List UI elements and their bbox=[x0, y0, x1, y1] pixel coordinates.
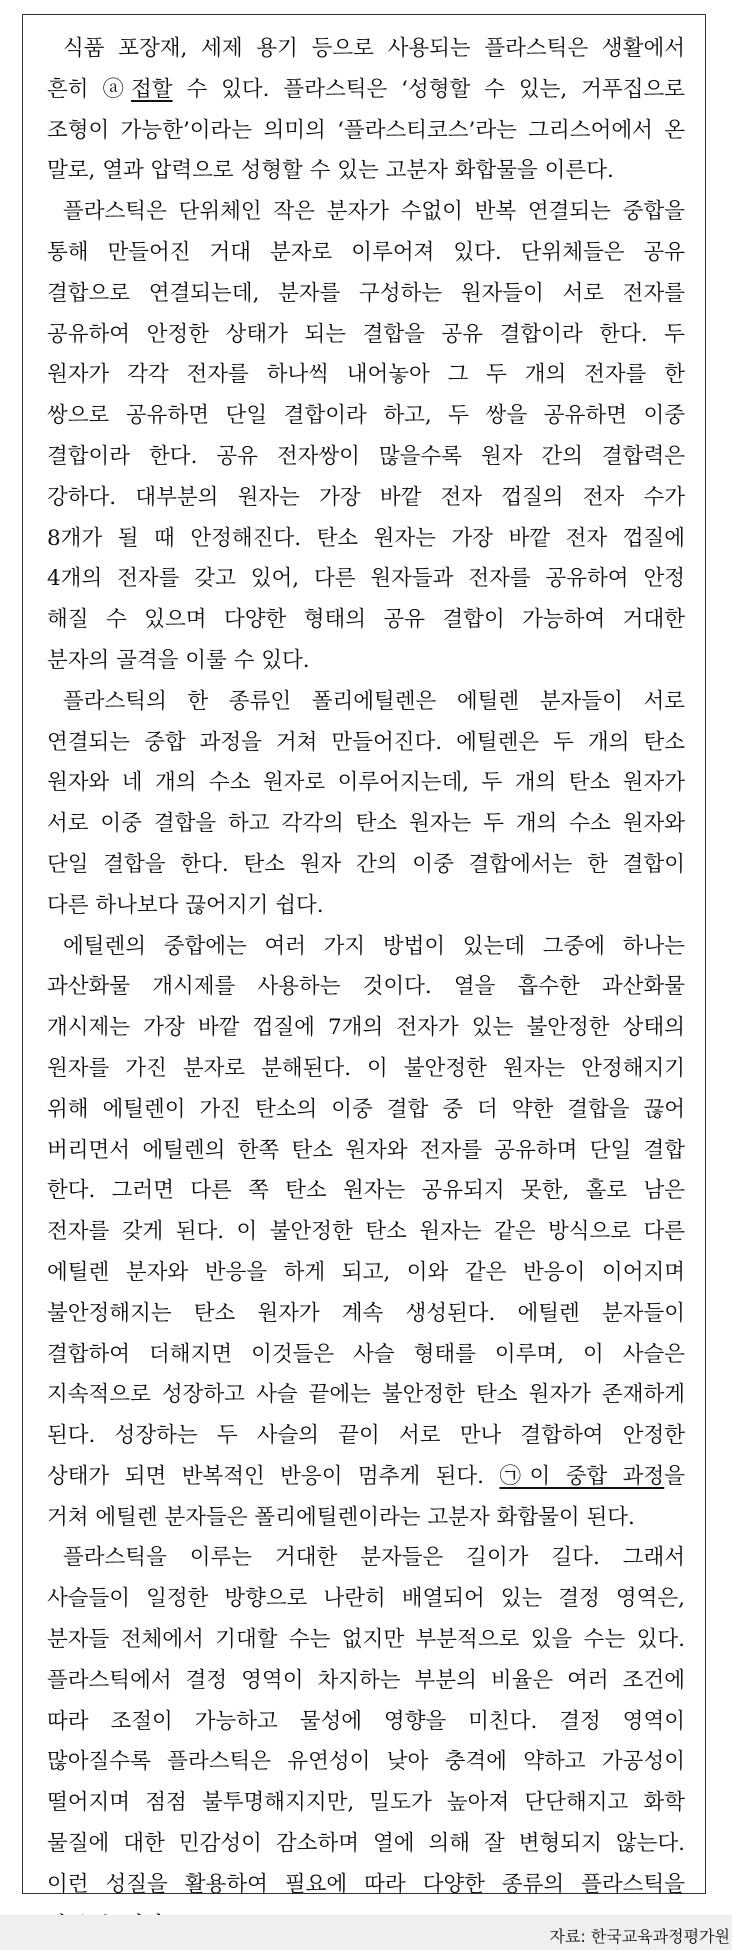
reading-passage bbox=[22, 14, 706, 1897]
line-text: 흔히 bbox=[47, 76, 103, 102]
paragraph-5 bbox=[47, 1538, 685, 1946]
passage-line: 조형이 가능한’이라는 의미의 ‘플라스티코스’라는 그리스어에서 온 bbox=[47, 117, 685, 143]
passage-line: 분자들 전체에서 기대할 수는 없지만 부분적으로 있을 수는 있다. bbox=[47, 1627, 685, 1653]
source-credit: 자료: 한국교육과정평가원 bbox=[549, 1927, 730, 1946]
passage-line: 8개가 될 때 안정해진다. 탄소 원자는 가장 바깥 전자 껍질에 bbox=[47, 525, 685, 551]
passage-line: 원자를 가진 분자로 분해된다. 이 불안정한 원자는 안정해지기 bbox=[47, 1055, 685, 1081]
passage-line: 다른 하나보다 끊어지기 쉽다. bbox=[47, 892, 324, 918]
paragraph-1 bbox=[47, 29, 685, 192]
passage-line: 결합으로 연결되는데, 분자를 구성하는 원자들이 서로 전자를 bbox=[47, 280, 685, 306]
passage-line: 사슬들이 일정한 방향으로 나란히 배열되어 있는 결정 영역은, bbox=[47, 1586, 685, 1612]
line-text: 상태가 되면 반복적인 반응이 멈추게 된다. bbox=[47, 1463, 500, 1489]
passage-line: 개시제는 가장 바깥 껍질에 7개의 전자가 있는 불안정한 상태의 bbox=[47, 1015, 685, 1041]
underlined-phrase-giyeok: ㉠이 중합 과정 bbox=[499, 1463, 665, 1489]
passage-line: 플라스틱에서 결정 영역이 차지하는 부분의 비율은 여러 조건에 bbox=[47, 1667, 685, 1693]
passage-line: 물질에 대한 민감성이 감소하며 열에 의해 잘 변형되지 않는다. bbox=[47, 1831, 685, 1857]
passage-line: 버리면서 에틸렌의 한쪽 탄소 원자와 전자를 공유하며 단일 결합 bbox=[47, 1137, 685, 1163]
passage-line bbox=[47, 1457, 685, 1498]
passage-line: 말로, 열과 압력으로 성형할 수 있는 고분자 화합물을 이른다. bbox=[47, 158, 614, 184]
passage-line: 연결되는 중합 과정을 거쳐 만들어진다. 에틸렌은 두 개의 탄소 bbox=[47, 729, 685, 755]
passage-line: 불안정해지는 탄소 원자가 계속 생성된다. 에틸렌 분자들이 bbox=[47, 1300, 685, 1326]
passage-line: 플라스틱을 이루는 거대한 분자들은 길이가 길다. 그래서 bbox=[63, 1545, 685, 1571]
passage-line: 에틸렌 분자와 반응을 하게 되고, 이와 같은 반응이 이어지며 bbox=[47, 1259, 685, 1285]
paragraph-4 bbox=[47, 927, 685, 1539]
passage-line: 플라스틱의 한 종류인 폴리에틸렌은 에틸렌 분자들이 서로 bbox=[63, 688, 685, 714]
passage-line: 전자를 갖게 된다. 이 불안정한 탄소 원자는 같은 방식으로 다른 bbox=[47, 1219, 685, 1245]
passage-line: 에틸렌의 중합에는 여러 가지 방법이 있는데 그중에 하나는 bbox=[63, 933, 685, 959]
passage-line: 한다. 그러면 다른 쪽 탄소 원자는 공유되지 못한, 홀로 남은 bbox=[47, 1178, 685, 1204]
passage-line: 4개의 전자를 갖고 있어, 다른 원자들과 전자를 공유하여 안정 bbox=[47, 566, 685, 592]
passage-line: 플라스틱은 단위체인 작은 분자가 수없이 반복 연결되는 중합을 bbox=[63, 199, 685, 225]
passage-line: 떨어지며 점점 불투명해지지만, 밀도가 높아져 단단해지고 화학 bbox=[47, 1790, 685, 1816]
paragraph-2 bbox=[47, 192, 685, 682]
passage-line: 식품 포장재, 세제 용기 등으로 사용되는 플라스틱은 생활에서 bbox=[63, 36, 685, 61]
marker-a: ⓐ bbox=[102, 76, 132, 102]
passage-line: 쌍으로 공유하면 단일 결합이라 하고, 두 쌍을 공유하면 이중 bbox=[47, 403, 685, 429]
passage-line: 분자의 골격을 이룰 수 있다. bbox=[47, 647, 310, 673]
passage-line: 많아질수록 플라스틱은 유연성이 낮아 충격에 약하고 가공성이 bbox=[47, 1749, 685, 1775]
passage-line: 위해 에틸렌이 가진 탄소의 이중 결합 중 더 약한 결합을 끊어 bbox=[47, 1096, 685, 1122]
passage-line: 따라 조절이 가능하고 물성에 영향을 미친다. 결정 영역이 bbox=[47, 1708, 685, 1734]
passage-line: 통해 만들어진 거대 분자로 이루어져 있다. 단위체들은 공유 bbox=[47, 239, 685, 265]
line-text: 수 있다. 플라스틱은 ‘성형할 수 있는, 거푸집으로 bbox=[172, 76, 685, 102]
passage-line: 이런 성질을 활용하여 필요에 따라 다양한 종류의 플라스틱을 bbox=[47, 1871, 685, 1897]
passage-line: 단일 결합을 한다. 탄소 원자 간의 이중 결합에서는 한 결합이 bbox=[47, 851, 685, 877]
passage-line: 거쳐 에틸렌 분자들은 폴리에틸렌이라는 고분자 화합물이 된다. bbox=[47, 1504, 635, 1530]
line-text: 을 bbox=[664, 1463, 685, 1489]
passage-line: 결합하여 더해지면 이것들은 사슬 형태를 이루며, 이 사슬은 bbox=[47, 1341, 685, 1367]
paragraph-3 bbox=[47, 682, 685, 927]
passage-line: 된다. 성장하는 두 사슬의 끝이 서로 만나 결합하여 안정한 bbox=[47, 1423, 685, 1449]
passage-line: 해질 수 있으며 다양한 형태의 공유 결합이 가능하여 거대한 bbox=[47, 607, 685, 633]
passage-line: 지속적으로 성장하고 사슬 끝에는 불안정한 탄소 원자가 존재하게 bbox=[47, 1382, 685, 1408]
passage-line: 과산화물 개시제를 사용하는 것이다. 열을 흡수한 과산화물 bbox=[47, 974, 685, 1000]
passage-line: 결합이라 한다. 공유 전자쌍이 많을수록 원자 간의 결합력은 bbox=[47, 443, 685, 469]
passage-line bbox=[47, 70, 685, 111]
passage-line: 원자와 네 개의 수소 원자로 이루어지는데, 두 개의 탄소 원자가 bbox=[47, 770, 685, 796]
passage-line: 강하다. 대부분의 원자는 가장 바깥 전자 껍질의 전자 수가 bbox=[47, 484, 685, 510]
passage-line: 원자가 각각 전자를 하나씩 내어놓아 그 두 개의 전자를 한 bbox=[47, 362, 685, 388]
passage-line: 서로 이중 결합을 하고 각각의 탄소 원자는 두 개의 수소 원자와 bbox=[47, 811, 685, 837]
passage-line: 공유하여 안정한 상태가 되는 결합을 공유 결합이라 한다. 두 bbox=[47, 321, 685, 347]
underlined-word-a: 접할 bbox=[131, 76, 173, 102]
